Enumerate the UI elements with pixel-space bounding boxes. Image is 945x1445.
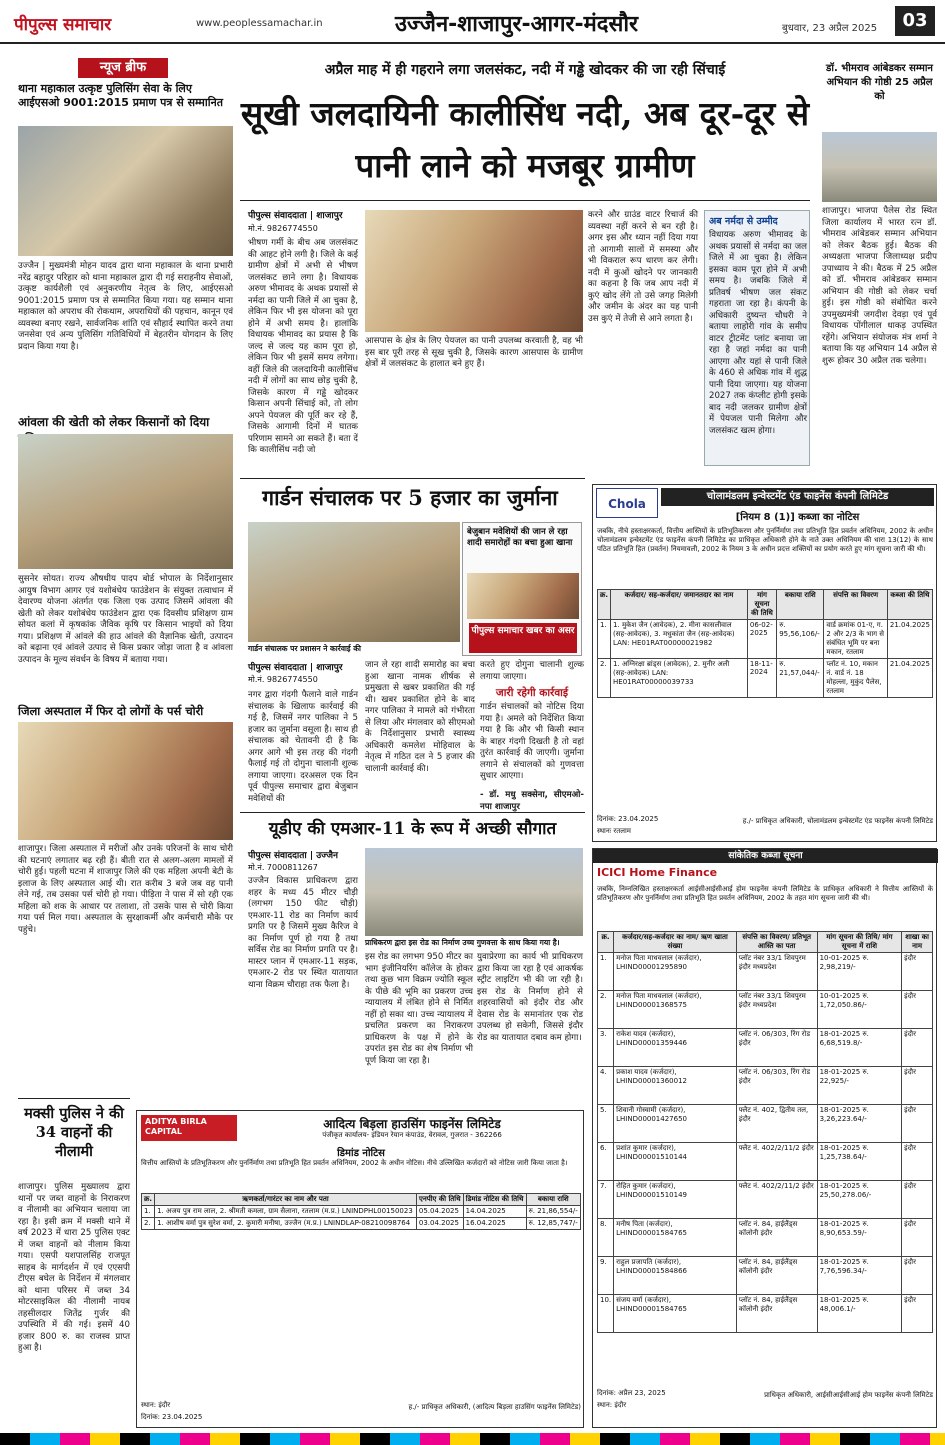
icici-cell: 10-01-2025 रु. 1,72,050.86/-	[817, 991, 902, 1029]
icici-table-wrap	[597, 931, 933, 1381]
aditya-th-name: ऋणकर्ता/गारंटर का नाम और पता	[155, 1194, 417, 1206]
brief-2-title[interactable]: आंवला की खेती को लेकर किसानों को दिया	[18, 415, 210, 429]
brief-4-title[interactable]: मक्सी पुलिस ने की 34 वाहनों की नीलामी	[24, 1105, 124, 1160]
aditya-address: पंजीकृत कार्यालय- इंडियन रेयान कंपाउंड, वेरावल, गुजरात - 362266	[322, 1131, 502, 1139]
aditya-cell: 1. अजय पुत्र राम लाल, 2. श्रीमती कमला, ग्राम सैलाना, रतलाम (म.प्र.) LNINDPHL00150023	[155, 1206, 417, 1218]
icici-footer-sign: प्राधिकृत अधिकारी, आईसीआईसीआई होम फाइनेंस कंपनी लिमिटेड	[764, 1391, 933, 1399]
chola-th-name: कर्जदार/ सह-कर्जदार/ जमानतदार का नाम	[611, 590, 748, 620]
icici-cell: राकेश यादव (कर्जदार), LHIND00001359446	[614, 1029, 737, 1067]
table-row	[142, 1218, 581, 1230]
uda-byline: पीपुल्स संवाददाता | उज्जैन	[248, 851, 339, 861]
garden-stamp: पीपुल्स समाचार खबर का असर	[469, 623, 577, 653]
icici-cell: फ्लैट नं. 402/2/11/2 इंदौर	[736, 1181, 817, 1219]
chola-cell: 1. अग्निरक्षा ब्रांड्स (आवेदक), 2. मुनीर अली (सह-आवेदक) LAN: HE01RAT00000039733	[611, 659, 748, 698]
chola-brand: Chola	[596, 488, 658, 518]
table-row	[598, 1257, 933, 1295]
icici-cell: इंदौर	[902, 1181, 933, 1219]
icici-cell: 6.	[598, 1143, 614, 1181]
brief-4-text: शाजापुर। पुलिस मुख्यालय द्वारा थानों पर जब्त वाहनों के निराकरण व नीलामी का अभियान चलाया जा रहा है। इसी क्रम में मक्सी थाने में वर्ष 2023 में धारा 25 पुलिस एक्ट में जब्त वाहनों को नीलाम किया गया। एसपी यशपालसिंह राजपूत साहब के मार्गदर्शन में एवं एएसपी टीएस बघेल के निर्देशन में मंगलवार को थाना परिसर में जब्त 34 मोटरसाइकिल की नीलामी नायब तहसीलदार जितेंद्र गुर्जर की उपस्थिति में की गई। इसमें 40 हजार 800 रु. का राजस्व प्राप्त हुआ है।	[18, 1182, 130, 1353]
chola-cell: 1.	[598, 620, 611, 659]
icici-cell: फ्लैट नं. 402/2/11/2 इंदौर	[736, 1143, 817, 1181]
icici-th-name: कर्जदार/सह-कर्जदार का नाम/ ऋण खाता संख्या	[614, 932, 737, 953]
chola-notice	[592, 484, 937, 842]
right-photo	[822, 132, 937, 202]
table-row	[598, 620, 933, 659]
table-row	[598, 1143, 933, 1181]
aditya-cell: 14.04.2025	[463, 1206, 526, 1218]
news-brief-label: न्यूज ब्रीफ	[78, 58, 168, 78]
chola-footer-place: स्थानः रतलाम	[597, 827, 631, 835]
chola-table-wrap	[597, 589, 933, 814]
aditya-birla-notice	[136, 1110, 584, 1428]
icici-cell: 18-01-2025 रु. 48,006.1/-	[817, 1295, 902, 1333]
aditya-company: आदित्य बिड़ला हाउसिंग फाइनेंस लिमिटेड	[323, 1117, 501, 1131]
brief-2-photo	[18, 434, 233, 569]
chola-company: चोलामंडलम इन्वेस्टमेंट एंड फाइनेंस कंपनी लिमिटेड	[661, 488, 934, 506]
chola-th-property: संपत्ति का विवरण	[824, 590, 887, 620]
page-number: 03	[895, 6, 935, 36]
aditya-cell: 03.04.2025	[416, 1218, 463, 1230]
aditya-cell: रु. 12,85,747/-	[526, 1218, 580, 1230]
uda-col-3: युवाप्रेरणा का कार्य भी प्राधिकरण द्वारा किया जा रहा है एवं आकर्षक स्ट्रीट लाइटिंग भी की जा रही है। इस रोड के निर्माण होने से शहरवासियों को इंदौर रोड और देवास रोड के समानांतर एक रोड उपलब्ध हो सकेगी, जिससे इंदौर रोड का यातायात दबाव कम होगा।	[477, 952, 583, 1043]
chola-table-header	[598, 590, 933, 620]
icici-cell: शिवानी गोस्वामी (कर्जदार), LHIND00001427650	[614, 1105, 737, 1143]
website-url[interactable]: www.peoplessamachar.in	[196, 18, 323, 29]
garden-photo-caption: गार्डन संचालक पर प्रशासन ने कार्रवाई की	[248, 644, 361, 653]
chola-cell: 1. मुकेश जैन (आवेदक), 2. मीना कासलीवाल (सह-आवेदक), 3. मधुकांता जैन (सह-आवेदक) LAN: HE01RAT00000021982	[611, 620, 748, 659]
chola-intro: जबकि, नीचे हस्ताक्षरकर्ता, वित्तीय आस्तियों के प्रतिभूतिकरण और पुनर्निर्माण तथा प्रतिभूति हित प्रवर्तन अधिनियम, 2002 के अधीन चोलामंडलम इन्वेस्टमेंट एंड फाइनेंस कंपनी लिमिटेड का प्राधिकृत अधिकारी होने के नाते उक्त अधिनियम की धारा 13(12) के साथ पठित प्रतिभूति हित (प्रवर्तन) नियमावली, 2002 के नियम 3 के अधीन प्रदत्त शक्तियों का प्रयोग करते हुए मांग सूचना जारी की थी।	[597, 527, 933, 553]
icici-bar: सांकेतिक कब्जा सूचना	[593, 849, 938, 863]
chola-cell: 21.04.2025	[887, 659, 932, 698]
icici-cell: फ्लैट नं. 402, द्वितीय तल, इंदौर	[736, 1105, 817, 1143]
garden-quote: - डॉ. मधु सक्सेना, सीएमओ-नपा शाजापुर	[480, 790, 584, 812]
brief-3-title[interactable]: जिला अस्पताल में फिर दो लोगों के पर्स चोरी	[18, 704, 204, 718]
icici-cell: मनोज पिता माधवलाल (कर्जदार), LHIND00001368575	[614, 991, 737, 1029]
icici-cell: 18-01-2025 रु. 1,25,738.64/-	[817, 1143, 902, 1181]
brief-3-photo	[18, 722, 233, 840]
chola-cell: 06-02-2025	[747, 620, 776, 659]
uda-col-2: इस रोड का लगभग 950 मीटर का भाग इंजीनियरिंग कॉलेज के होकर तथा कुछ भाग विक्रम ज्योति स्कूल के पीछे की भूमि का प्रकरण उच्च न्यायालय में लंबित होने से निर्मित नहीं हो सका था। उच्च न्यायालय में प्रचलित प्रकरण का निराकरण प्राधिकरण के पक्ष में होने के उपरांत इस रोड का शेष निर्माण भी पूर्ण किया जा रहा है।	[365, 952, 473, 1066]
lead-kicker: अप्रैल माह में ही गहराने लगा जलसंकट, नदी में गड्ढे खोदकर की जा रही सिंचाई	[324, 62, 726, 78]
aditya-cell: 1. आशीष वर्मा पुत्र सुरेश वर्मा, 2. कुमारी मनीषा, उज्जैन (म.प्र.) LNINDLAP-08210098764	[155, 1218, 417, 1230]
icici-cell: रोहित कुमार (कर्जदार), LHIND00001510149	[614, 1181, 737, 1219]
edition-title: उज्जैन-शाजापुर-आगर-मंदसौर	[395, 12, 639, 37]
icici-cell: 18-01-2025 रु. 8,90,653.59/-	[817, 1219, 902, 1257]
lead-divider	[240, 200, 810, 201]
icici-th-date: मांग सूचना की तिथि/ मांग सूचना में राशि	[817, 932, 902, 953]
color-registration-bar	[0, 1433, 945, 1445]
brief-3-text: शाजापुर। जिला अस्पताल में मरीजों और उनके परिजनों के साथ चोरी की घटनाएं लगातार बढ़ रही हैं। बीती रात से अलग-अलग मामलों में चोरी हुई। पहली घटना में शाजापुर जिले की एक महिला अपनी बेटी के इलाज के लिए अस्पताल आई थी। रात करीब 3 बजे जब वह पानी लेने गई, तब उसका पर्स चोरी हो गया। पीड़िता ने पास में सो रही एक महिला को शक के आधार पर तलाशा, तो उसके पास से चोरी किया गया पर्स मिल गया। अस्पताल के सुरक्षाकर्मी और कर्मचारी मौके पर पहुंचे।	[18, 844, 233, 935]
aditya-cell: रु. 21,86,554/-	[526, 1206, 580, 1218]
icici-cell: 2.	[598, 991, 614, 1029]
icici-cell: 9.	[598, 1257, 614, 1295]
icici-cell: 10-01-2025 रु. 2,98,219/-	[817, 953, 902, 991]
garden-subhead: जारी रहेगी कार्रवाई	[495, 687, 569, 699]
table-row	[598, 1067, 933, 1105]
chola-title: [नियम 8 (1)] कब्जा का नोटिस	[735, 512, 860, 523]
aditya-cell: 05.04.2025	[416, 1206, 463, 1218]
lead-mobile: मो.नं. 9826774550	[248, 224, 318, 233]
icici-cell: 4.	[598, 1067, 614, 1105]
lead-photo	[365, 210, 583, 332]
table-row	[598, 659, 933, 698]
aditya-intro: वित्तीय आस्तियों के प्रतिभूतिकरण और पुनर्निर्माण तथा प्रतिभूति हित प्रवर्तन अधिनियम, 2002 के अधीन नोटिस। नीचे उल्लिखित कर्जदारों को नोटिस जारी किया जाता है।	[141, 1159, 568, 1167]
icici-cell: प्लॉट नं. 84, हाईलैंड्स कॉलोनी इंदौर	[736, 1219, 817, 1257]
icici-cell: राहुल प्रजापति (कर्जदार), LHIND00001584866	[614, 1257, 737, 1295]
table-row	[598, 1181, 933, 1219]
aditya-title: डिमांड नोटिस	[337, 1148, 385, 1159]
aditya-brand: ADITYA BIRLA CAPITAL	[141, 1115, 237, 1141]
icici-cell: इंदौर	[902, 1067, 933, 1105]
icici-cell: इंदौर	[902, 1219, 933, 1257]
chola-table	[597, 589, 933, 698]
icici-th-property: संपत्ति का विवरण/ प्रतिभूत आस्ति का पता	[736, 932, 817, 953]
garden-clip-headline: बेजुबान मवेशियों की जान ले रहा शादी समारोहों का बचा हुआ खाना	[467, 527, 573, 548]
icici-cell: प्लॉट नं. 06/303, रिंग रोड इंदौर	[736, 1029, 817, 1067]
aditya-th-date: डिमांड नोटिस की तिथि	[463, 1194, 526, 1206]
garden-clipping	[462, 522, 582, 656]
uda-headline[interactable]: यूडीए की एमआर-11 के रूप में अच्छी सौगात	[268, 819, 557, 839]
table-row	[598, 1105, 933, 1143]
aditya-table	[141, 1193, 581, 1230]
icici-cell: इंदौर	[902, 991, 933, 1029]
uda-divider	[240, 812, 585, 813]
garden-headline[interactable]: गार्डन संचालक पर 5 हजार का जुर्माना	[262, 485, 558, 510]
lead-photo-caption: आसपास के क्षेत्र के लिए पेयजल का पानी उपलब्ध करवाती है, वह भी इस बार पूरी तरह से सूख चुकी है, जिसके कारण आसपास के ग्रामीण क्षेत्रों में जलसंकट के हालात बने हुए हैं।	[365, 336, 583, 369]
chola-cell: प्लॉट नं. 10, मकान नं. वार्ड नं. 18 मोहल्ला, मुकुंद पैलेस, रतलाम	[824, 659, 887, 698]
icici-table-header	[598, 932, 933, 953]
chola-th-date: मांग सूचना की तिथि	[747, 590, 776, 620]
chola-cell: रु. 95,56,106/-	[777, 620, 824, 659]
chola-th-possession: कब्जा की तिथि	[887, 590, 932, 620]
icici-cell: 10.	[598, 1295, 614, 1333]
newspaper-logo[interactable]: पीपुल्स समाचार	[14, 15, 112, 35]
brief-2-text: सुसनेर सोयत। राज्य औषधीय पादप बोर्ड भोपाल के निर्देशानुसार आयुष विभाग आगर एवं यशोबंधेय फाउंडेशन के संयुक्त तत्वाधान में देवारण्य योजना अंतर्गत एक जिला एक उत्पाद जिसमें आंवला की खेती को लेकर यशोबंधेय फाउंडेशन द्वारा एक दिवसीय प्रशिक्षण ग्राम सोयत कलां में कृषकांक जैविक कृषि पर किसान भाइयों को दिया गया। प्रशिक्षण में आंवले की हाउ आंवले की वैज्ञानिक खेती, उत्पादन को बढ़ाना एवं आंवले उत्पाद से किस प्रकार जोड़ा जाता है व आंवला उत्पादन के मूल्य संवर्धन के विषय में बताया गया।	[18, 574, 233, 665]
chola-cell: रु. 21,57,044/-	[777, 659, 824, 698]
right-headline[interactable]: डॉ. भीमराव आंबेडकर सम्मान अभियान की गोष्ठी 25 अप्रैल को	[826, 63, 933, 102]
aditya-footer-place: स्थान: इंदौर	[141, 1401, 171, 1409]
lead-sidebar	[704, 210, 810, 466]
brief-1-title[interactable]: थाना महाकाल उत्कृष्ट पुलिसिंग सेवा के लिए आईएसओ 9001:2015 प्रमाण पत्र से सम्मानित	[18, 82, 223, 109]
icici-cell: प्रशांत कुमार (कर्जदार), LHIND00001510144	[614, 1143, 737, 1181]
icici-cell: इंदौर	[902, 1257, 933, 1295]
brief-1-photo	[18, 126, 233, 256]
aditya-cell: 1.	[142, 1206, 155, 1218]
lead-col-3: करने और ग्राउंड वाटर रिचार्ज की व्यवस्था नहीं करने से बन रही है। अगर इस और ध्यान नहीं दिया गया तो आगामी सालों में समस्या और भी विकराल रूप धारण कर लेगी। नदी में कुओं खोदने पर जानकारी का कहना है कि जब आप नदी में कुएं खोद लेंगे तो उसे जगह मिलेगी और जमीन के अंदर का यह पानी उस कुएं में तेजी से आने लगता है।	[588, 210, 698, 324]
lead-sidebar-text: विधायक अरुण भीमावद के अथक प्रयासों से नर्मदा का जल जिले में आ चुका है। लेकिन इसका काम पूरा होने में अभी समय है। जबकि जिले में प्रतिवर्ष भीषण जल संकट गहराता जा रहा है। कंपनी के अधिकारी दुष्यन्त चौधरी ने बताया लाहोरी गांव के समीप वाटर ट्रीटमेंट प्लांट बनाया जा रहा है जहां नर्मदा का पानी आएगा और यहां से पानी जिले के 460 से अधिक गांव में शुद्ध पानी दिया जाएगा। यह योजना 2027 तक कंप्लीट होगी इसके बाद नदी जलकर ग्रामीण क्षेत्रों में पेयजल पानी मिलेगा और जलसंकट खत्म होगा।	[709, 230, 807, 436]
chola-cell: 2.	[598, 659, 611, 698]
icici-cell: 18-01-2025 रु. 7,76,596.34/-	[817, 1257, 902, 1295]
icici-cell: इंदौर	[902, 1143, 933, 1181]
garden-col-3: करते हुए दोगुना चालानी शुल्क लगाया जाएगा।	[480, 660, 584, 682]
icici-cell: प्लॉट नं. 06/303, रिंग रोड इंदौर	[736, 1067, 817, 1105]
uda-mobile: मो.नं. 7000811267	[248, 863, 318, 872]
aditya-th-npa: एनपीए की तिथि	[416, 1194, 463, 1206]
uda-col-1: उज्जैन विकास प्राधिकरण द्वारा शहर के मध्य 45 मीटर चौड़ी (लगभग 150 फीट चौड़ी) एमआर-11 रोड का निर्माण कार्य प्रगति पर है जिसमें मुख्य कैरिज वे का निर्माण पूर्ण हो गया है तथा सर्विस रोड का निर्माण प्रगति पर है। मास्टर प्लान में एमआर-11 सड़क, एमआर-2 रोड पर स्थित यातायात थाना विक्रम चौराहा तक फैला है।	[248, 876, 358, 990]
lead-col-1: भीषण गर्मी के बीच अब जलसंकट की आहट होने लगी है। जिले के कई ग्रामीण क्षेत्रों में अभी से भीषण जलसंकट छाने लगा है। विधायक अरुण भीमावद के अथक प्रयासों से नर्मदा का पानी जिले में आ चुका है, लेकिन फिर भी इस योजना को पूरा होने में अभी समय है। हालांकि विधायक भीमावद का प्रयास है कि जल्द से जल्द यह काम पूरा हो, लेकिन फिर भी इसमें समय लगेगा। वहीं जिले की जलदायिनी कालीसिंध नदी में लोगों का साथ छोड़ चुकी है, जिसके कारण में गड्ढे खोदकर किसान अपनी सिंचाई को, तो लोग अपने पेयजल की पूर्ति कर रहे हैं, जिसके आगामी दिनों में घातक परिणाम सामने आ सकते हैं। बता दें कि कालीसिंध नदी जो	[248, 238, 358, 455]
lead-sidebar-title: अब नर्मदा से उम्मीद	[709, 216, 778, 227]
issue-date: बुधवार, 23 अप्रैल 2025	[782, 23, 878, 34]
brief-1-text: उज्जैन | मुख्यमंत्री मोहन यादव द्वारा थाना महाकाल के थाना प्रभारी नरेंद्र बहादुर परिहार को थाना महाकाल द्वारा दी गई सराहनीय सेवाओं, उत्कृष्ट कार्यशैली एवं अनुकरणीय नेतृत्व के लिए, आईएसओ 9001:2015 प्रमाण पत्र से सम्मानित किया गया। यह सम्मान थाना महाकाल को अपराध की रोकथाम, अपराधियों की पहचान, कानून एवं व्यवस्था बनाए रखने, सार्वजनिक शांति एवं सौहार्द स्थापित करने तथा जनसेवा एवं अन्य पुलिसिंग गतिविधियों में बेहतरीन योगदान के लिए प्रदान किया गया है।	[18, 261, 233, 352]
chola-cell: 21.04.2025	[887, 620, 932, 659]
garden-col-2: जान ले रहा शादी समारोह का बचा हुआ खाना नामक शीर्षक से प्रमुखता से खबर प्रकाशित की गई थी। खबर प्रकाशित होने के बाद नगर पालिका ने मामले को गंभीरता से लिया और मंगलवार को सीएमओ के निर्देशानुसार प्रभारी स्वास्थ्य अधिकारी कमलेश मोहिवाल के नेतृत्व में गठित दल ने 5 हजार की चालानी कार्रवाई की।	[365, 660, 475, 774]
icici-cell: 18-01-2025 रु. 22,925/-	[817, 1067, 902, 1105]
icici-th-no: क्र.	[598, 932, 614, 953]
icici-th-branch: शाखा का नाम	[902, 932, 933, 953]
lead-byline: पीपुल्स संवाददाता | शाजापुर	[248, 211, 343, 221]
table-row	[598, 991, 933, 1029]
icici-cell: 18-01-2025 रु. 25,50,278.06/-	[817, 1181, 902, 1219]
chola-footer-date: दिनांक: 23.04.2025	[597, 815, 659, 823]
icici-cell: 18-01-2025 रु. 3,26,223.64/-	[817, 1105, 902, 1143]
aditya-footer-sign: ह./- प्राधिकृत अधिकारी, (आदित्य बिड़ला हाउसिंग फाइनेंस लिमिटेड)	[408, 1403, 581, 1411]
table-row	[598, 1029, 933, 1067]
aditya-cell: 2.	[142, 1218, 155, 1230]
chola-footer-sign: ह./- प्राधिकृत अधिकारी, चोलामंडलम इन्वेस्टमेंट एंड फाइनेंस कंपनी लिमिटेड	[742, 817, 933, 825]
lead-headline[interactable]: सूखी जलदायिनी कालीसिंध नदी, अब दूर-दूर से पानी लाने को मजबूर ग्रामीण	[240, 94, 810, 185]
chola-cell: 18-11-2024	[747, 659, 776, 698]
icici-cell: 5.	[598, 1105, 614, 1143]
masthead	[0, 0, 945, 44]
icici-cell: 1.	[598, 953, 614, 991]
garden-mobile: मो.नं. 9826774550	[248, 675, 318, 684]
garden-clip-photo	[467, 573, 579, 619]
brief-4-divider	[18, 1098, 130, 1099]
chola-th-no: क्र.	[598, 590, 611, 620]
icici-cell: इंदौर	[902, 953, 933, 991]
icici-cell: 8.	[598, 1219, 614, 1257]
icici-footer-date: दिनांक: अप्रैल 23, 2025	[597, 1389, 666, 1397]
chola-cell: वार्ड क्रमांक 01-ए, ग. 2 और 2/3 के भाग से संबंधित भूमि पर बना मकान, रतलाम	[824, 620, 887, 659]
aditya-cell: 16.04.2025	[463, 1218, 526, 1230]
icici-footer-place: स्थान: इंदौर	[597, 1401, 627, 1409]
garden-photo	[248, 522, 460, 642]
icici-cell: प्लॉट नंबर 33/1 शिवपुरम इंदौर मध्यप्रदेश	[736, 991, 817, 1029]
garden-byline: पीपुल्स संवाददाता | शाजापुर	[248, 663, 343, 673]
icici-cell: मनोज पिता माधवलाल (कर्जदार), LHIND00001295890	[614, 953, 737, 991]
icici-cell: संजय वर्मा (कर्जदार), LHIND00001584765	[614, 1295, 737, 1333]
uda-photo-caption: प्राधिकरण द्वारा इस रोड का निर्माण उच्च गुणवत्ता के साथ किया गया है।	[365, 938, 560, 947]
uda-photo	[365, 848, 583, 936]
icici-notice	[592, 848, 937, 1428]
icici-cell: इंदौर	[902, 1029, 933, 1067]
icici-cell: प्लॉट नं. 84, हाईलैंड्स कॉलोनी इंदौर	[736, 1257, 817, 1295]
icici-cell: 3.	[598, 1029, 614, 1067]
icici-cell: इंदौर	[902, 1295, 933, 1333]
icici-cell: 7.	[598, 1181, 614, 1219]
table-row	[598, 953, 933, 991]
icici-cell: इंदौर	[902, 1105, 933, 1143]
right-text: शाजापुर। भाजपा पैलेस रोड स्थित जिला कार्यालय में भारत रत्न डॉ. भीमराव आंबेडकर सम्मान अभियान को लेकर बैठक हुई। बैठक की अध्यक्षता भाजपा जिलाध्यक्ष प्रदीप उपाध्याय ने की। बैठक में 25 अप्रैल को डॉ. भीमराव आंबेडकर सम्मान अभियान की गोष्ठी को लेकर चर्चा हुई। इस गोष्ठी को संबोधित करने उपमुख्यमंत्री जगदीश देवड़ा एवं पूर्व विधायक पोंगीलाल धाकड़ उपस्थित रहेंगे। अभियान संयोजक मंत्र शर्मा ने बताया कि यह अभियान 14 अप्रैल से शुरू होकर 30 अप्रैल तक चलेगा।	[822, 206, 937, 366]
aditya-table-wrap	[141, 1193, 581, 1393]
garden-col-1: नगर द्वारा गंदगी फैलाने वाले गार्डन संचालक के खिलाफ कार्रवाई की गई है, जिसमें नगर पालिका ने 5 हजार का जुर्माना वसूला है। साथ ही संचालक को चेतावनी दी है कि अगर आगे भी इस तरह की गंदगी फैलाई गई तो दोगुना चालानी शुल्क लगाया जाएगा। दरअसल एक दिन पूर्व पीपुल्स समाचार द्वारा बेजुबान मवेशियों की	[248, 690, 358, 804]
table-row	[598, 1219, 933, 1257]
aditya-th-no: क्र.	[142, 1194, 155, 1206]
aditya-th-amount: बकाया राशि	[526, 1194, 580, 1206]
icici-table	[597, 931, 933, 1333]
aditya-table-header	[142, 1194, 581, 1206]
garden-subtext: गार्डन संचालकों को नोटिस दिया गया है। अमले को निर्देशित किया गया है कि और भी किसी स्थान के बाहर गंदगी दिखती है तो वहां तुरंत कार्रवाई की जाएगी। जुर्माना लगाने से संचालकों को गुणवत्ता सुधार आएगा।	[480, 702, 584, 781]
icici-cell: प्लॉट नं. 84, हाईलैंड्स कॉलोनी इंदौर	[736, 1295, 817, 1333]
table-row	[598, 1295, 933, 1333]
icici-cell: प्लॉट नंबर 33/1 शिवपुरम इंदौर मध्यप्रदेश	[736, 953, 817, 991]
section-divider	[240, 478, 585, 479]
icici-cell: मनीष पिता (कर्जदार), LHIND00001584765	[614, 1219, 737, 1257]
table-row	[142, 1206, 581, 1218]
icici-cell: 18-01-2025 रु. 6,68,519.8/-	[817, 1029, 902, 1067]
icici-brand: ICICI Home Finance	[597, 866, 718, 879]
icici-cell: प्रकाश यादव (कर्जदार), LHIND00001360012	[614, 1067, 737, 1105]
icici-intro: जबकि, निम्नलिखित हस्ताक्षरकर्ता आईसीआईसीआई होम फाइनेंस कंपनी लिमिटेड के प्राधिकृत अधिकारी ने वित्तीय आस्तियों के प्रतिभूतिकरण और पुनर्निर्माण तथा प्रतिभूति हित प्रवर्तन अधिनियम, 2002 के तहत मांग सूचना जारी की थी।	[597, 885, 933, 902]
chola-th-amount: बकाया राशि	[777, 590, 824, 620]
aditya-footer-date: दिनांक: 23.04.2025	[141, 1413, 203, 1421]
